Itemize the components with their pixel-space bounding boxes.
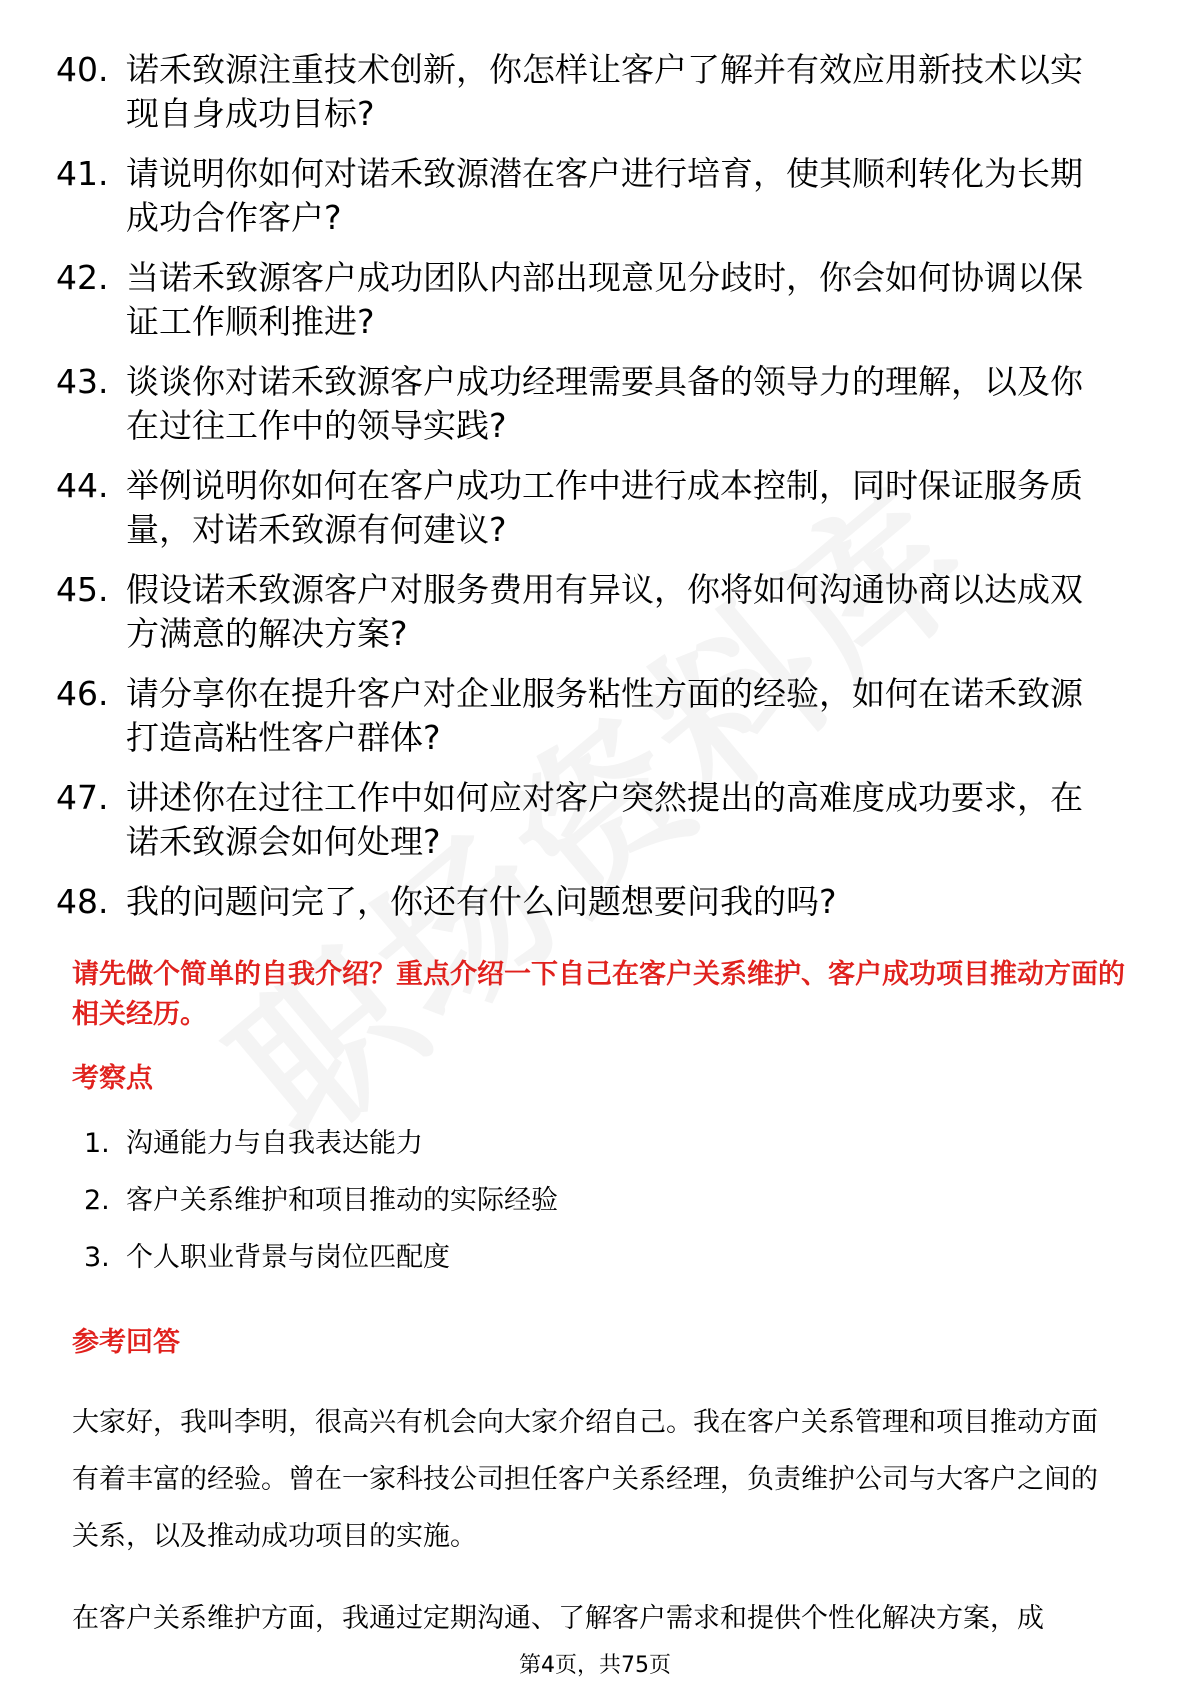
- question-text: 当诺禾致源客户成功团队内部出现意见分歧时，你会如何协调以保证工作顺利推进?: [126, 258, 1083, 341]
- question-item: [0, 568, 1190, 656]
- section-heading: 请先做个简单的自我介绍？重点介绍一下自己在客户关系维护、客户成功项目推动方面的相关经历。: [72, 959, 1125, 1030]
- question-text: 请分享你在提升客户对企业服务粘性方面的经验，如何在诺禾致源打造高粘性客户群体?: [126, 674, 1083, 757]
- page-number: 第4页，共75页: [519, 1653, 671, 1678]
- answer-paragraph: 在客户关系维护方面，我通过定期沟通、了解客户需求和提供个性化解决方案，成: [72, 1603, 1044, 1634]
- question-number: 47.: [56, 778, 109, 817]
- focus-points-list: [84, 1126, 558, 1297]
- focus-point-text: 沟通能力与自我表达能力: [126, 1128, 423, 1159]
- question-number: 46.: [56, 674, 109, 713]
- question-text: 假设诺禾致源客户对服务费用有异议，你将如何沟通协商以达成双方满意的解决方案?: [126, 570, 1083, 653]
- question-text: 诺禾致源注重技术创新，你怎样让客户了解并有效应用新技术以实现自身成功目标?: [126, 50, 1083, 133]
- question-number: 43.: [56, 362, 109, 401]
- question-number: 40.: [56, 50, 109, 89]
- focus-point: [84, 1126, 558, 1183]
- question-item: [0, 256, 1190, 344]
- question-number: 42.: [56, 258, 109, 297]
- focus-point-text: 个人职业背景与岗位匹配度: [126, 1242, 450, 1273]
- focus-point: [84, 1183, 558, 1240]
- focus-point-text: 客户关系维护和项目推动的实际经验: [126, 1185, 558, 1216]
- question-item: [0, 360, 1190, 448]
- question-item: [0, 776, 1190, 864]
- question-text: 讲述你在过往工作中如何应对客户突然提出的高难度成功要求，在诺禾致源会如何处理?: [126, 778, 1083, 861]
- question-text: 举例说明你如何在客户成功工作中进行成本控制，同时保证服务质量，对诺禾致源有何建议?: [126, 466, 1083, 549]
- question-item: [0, 48, 1190, 136]
- focus-point-number: 2.: [84, 1185, 110, 1216]
- question-text: 我的问题问完了，你还有什么问题想要问我的吗?: [126, 882, 837, 921]
- focus-point-number: 3.: [84, 1242, 110, 1273]
- question-item: [0, 152, 1190, 240]
- question-number: 45.: [56, 570, 109, 609]
- answer-paragraph: 大家好，我叫李明，很高兴有机会向大家介绍自己。我在客户关系管理和项目推动方面有着丰富的经验。曾在一家科技公司担任客户关系经理，负责维护公司与大客户之间的关系，以及推动成功项目的实施。: [72, 1407, 1098, 1552]
- question-text: 谈谈你对诺禾致源客户成功经理需要具备的领导力的理解，以及你在过往工作中的领导实践?: [126, 362, 1083, 445]
- answer-label: 参考回答: [72, 1327, 180, 1358]
- focus-point: [84, 1240, 558, 1297]
- question-number: 44.: [56, 466, 109, 505]
- question-item: [0, 672, 1190, 760]
- question-text: 请说明你如何对诺禾致源潜在客户进行培育，使其顺利转化为长期成功合作客户?: [126, 154, 1083, 237]
- focus-label: 考察点: [72, 1063, 153, 1094]
- focus-point-number: 1.: [84, 1128, 110, 1159]
- question-item: [0, 880, 1190, 924]
- question-list: [0, 48, 1190, 940]
- question-number: 48.: [56, 882, 109, 921]
- question-item: [0, 464, 1190, 552]
- question-number: 41.: [56, 154, 109, 193]
